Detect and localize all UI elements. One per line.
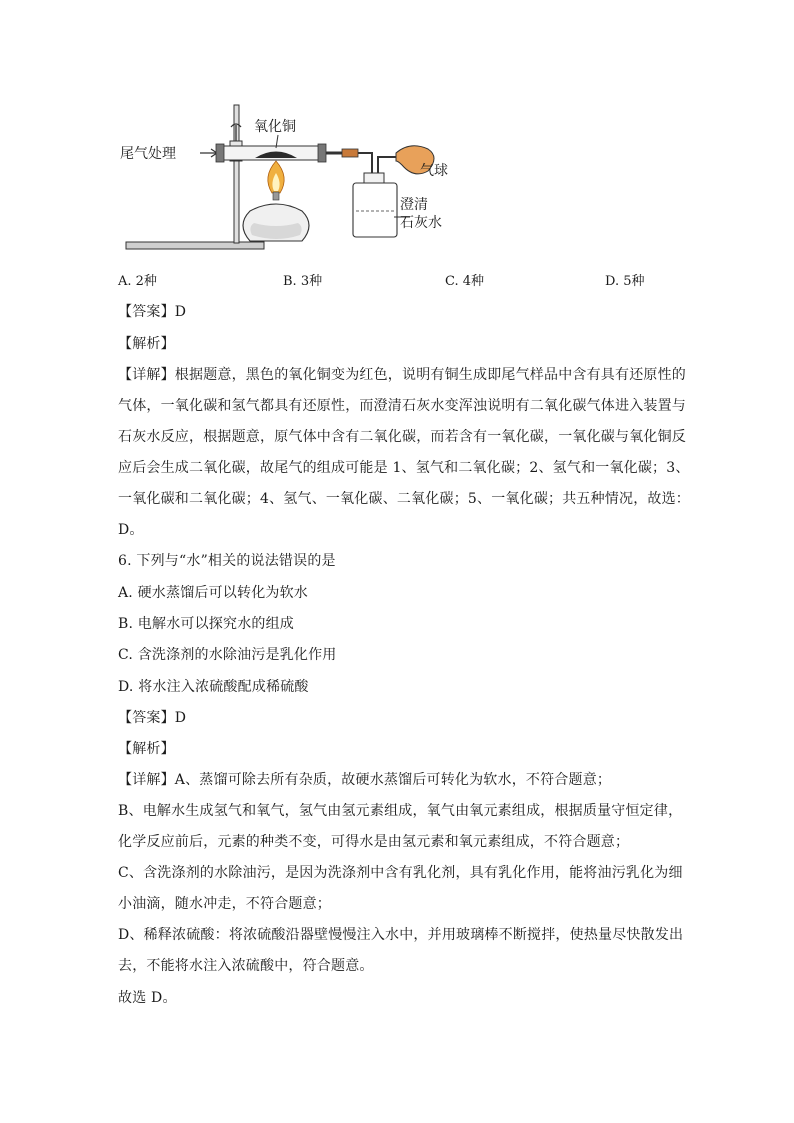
q5-detail-line: 石灰水反应，根据题意，原气体中含有二氧化碳，而若含有一氧化碳，一氧化碳与氧化铜反 (118, 429, 686, 445)
q6-detail-line: 去，不能将水注入浓硫酸中，符合题意。 (118, 958, 374, 974)
tail-gas-arrow (200, 149, 217, 157)
q6-conclusion: 故选 D。 (118, 990, 177, 1006)
q5-choice-a: A. 2种 (118, 274, 157, 289)
q6-detail-line: D、稀释浓硫酸：将浓硫酸沿器壁慢慢注入水中，并用玻璃棒不断搅拌，使热量尽快散发出 (118, 927, 684, 943)
q5-detail-line: 【详解】根据题意，黑色的氧化铜变为红色，说明有铜生成即尾气样品中含有具有还原性的 (118, 367, 686, 383)
q6-detail-line: B、电解水生成氢气和氧气，氢气由氢元素组成，氧气由氧元素组成，根据质量守恒定律， (118, 803, 683, 819)
balloon-tube (378, 157, 396, 175)
q5-detail-line: 应后会生成二氧化碳，故尾气的组成可能是 1、氢气和二氧化碳；2、氢气和一氧化碳；3、 (118, 460, 690, 476)
q5-choice-c: C. 4种 (445, 274, 485, 289)
q6-stem: 6. 下列与“水”相关的说法错误的是 (118, 553, 336, 569)
stand-base (126, 242, 264, 249)
q6-detail-line: 化学反应前后，元素的种类不变，可得水是由氢元素和氧元素组成，不符合题意； (118, 834, 630, 850)
q5-detail-line: 气体，一氧化碳和氢气都具有还原性，而澄清石灰水变浑浊说明有二氧化碳气体进入装置与 (118, 398, 686, 414)
q6-option-a: A. 硬水蒸馏后可以转化为软水 (118, 585, 309, 601)
q5-detail-line: D。 (118, 522, 144, 538)
bottle-neck (364, 173, 384, 183)
q6-analysis-title: 【解析】 (118, 741, 175, 757)
q5-detail-line: 一氧化碳和二氧化碳；4、氢气、一氧化碳、二氧化碳；5、一氧化碳；共五种情况，故选： (118, 491, 691, 507)
limewater-label-2: 石灰水 (400, 215, 442, 231)
q5-choice-d: D. 5种 (605, 274, 645, 289)
q6-answer: 【答案】D (118, 710, 187, 726)
q5-analysis-title: 【解析】 (118, 336, 175, 352)
q6-detail-line: C、含洗涤剂的水除油污，是因为洗涤剂中含有乳化剂，具有乳化作用，能将油污乳化为细 (118, 865, 683, 881)
q6-detail-line: 小油滴，随水冲走，不符合题意； (118, 896, 331, 912)
tube-stopper-right (318, 144, 326, 162)
q6-option-b: B. 电解水可以探究水的组成 (118, 616, 294, 632)
balloon-label: 气球 (420, 163, 448, 179)
q5-choice-b: B. 3种 (283, 274, 323, 289)
q5-answer: 【答案】D (118, 304, 187, 320)
rubber-joint (342, 149, 358, 157)
apparatus-figure (110, 95, 470, 260)
tail-gas-label: 尾气处理 (120, 146, 176, 162)
lamp-wick (273, 192, 279, 200)
q6-option-d: D. 将水注入浓硫酸配成稀硫酸 (118, 679, 309, 695)
tube-stopper-left (216, 144, 224, 162)
q6-option-c: C. 含洗涤剂的水除油污是乳化作用 (118, 647, 337, 663)
bottle-body (353, 183, 397, 237)
limewater-label-1: 澄清 (400, 197, 428, 213)
copper-oxide-label: 氧化铜 (254, 119, 296, 135)
q6-detail-line: 【详解】A、蒸馏可除去所有杂质，故硬水蒸馏后可转化为软水，不符合题意； (118, 772, 612, 788)
